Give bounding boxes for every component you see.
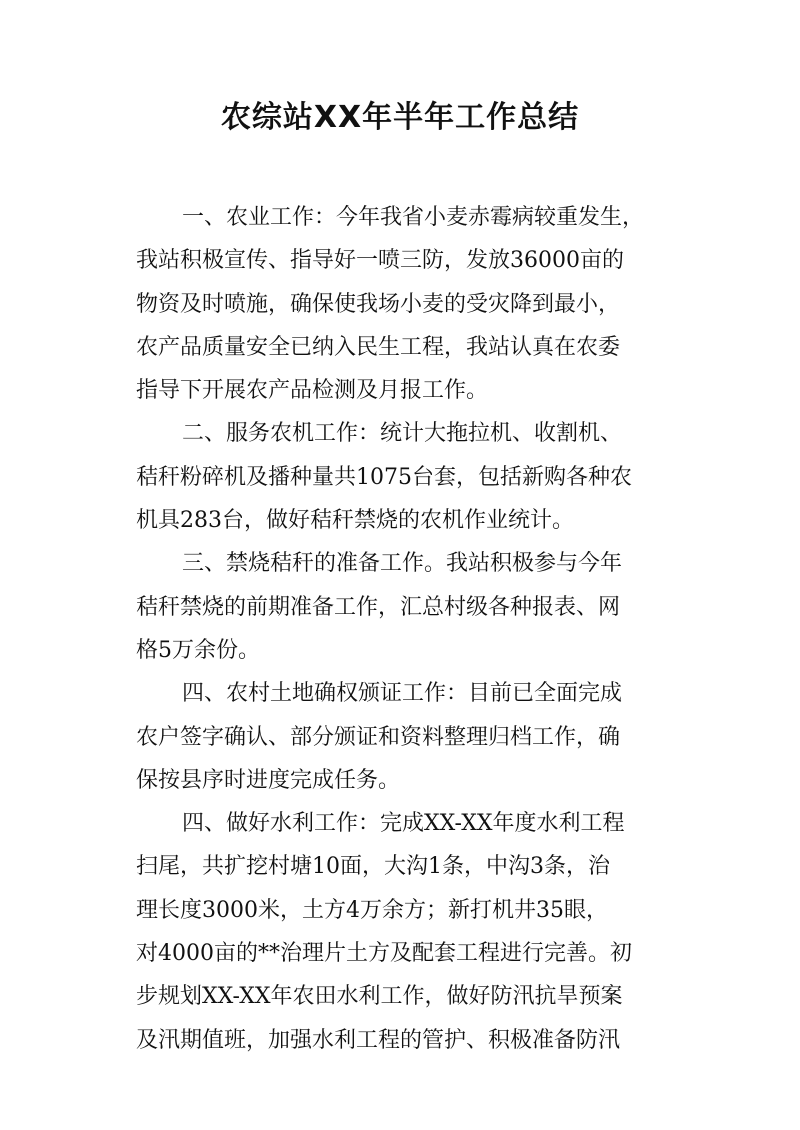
body-text-line: 对4000亩的**治理片土方及配套工程进行完善。初 xyxy=(136,941,632,967)
body-text-line: 秸秆禁烧的前期准备工作，汇总村级各种报表、网 xyxy=(136,594,621,620)
body-text-line: 理长度3000米，土方4万余方；新打机井35眼， xyxy=(136,897,608,923)
document-body xyxy=(136,196,666,1062)
body-text-line: 我站积极宣传、指导好一喷三防，发放36000亩的 xyxy=(136,248,624,274)
body-text-line: 二、服务农机工作：统计大拖拉机、收割机、 xyxy=(182,421,623,447)
body-text-line: 扫尾，共扩挖村塘10面，大沟1条，中沟3条，治 xyxy=(136,854,610,880)
body-text-line: 步规划XX-XX年农田水利工作，做好防汛抗旱预案 xyxy=(136,984,623,1010)
body-text-line: 保按县序时进度完成任务。 xyxy=(136,767,401,793)
body-text-line: 及汛期值班，加强水利工程的管护、积极准备防汛 xyxy=(136,1027,621,1053)
body-text-line: 秸秆粉碎机及播种量共1075台套，包括新购各种农 xyxy=(136,464,632,490)
body-text-line: 四、做好水利工作：完成XX-XX年度水利工程 xyxy=(182,811,625,837)
body-text-line: 指导下开展农产品检测及月报工作。 xyxy=(136,378,489,404)
body-text-line: 格5万余份。 xyxy=(136,637,260,663)
document-title: 农综站XX年半年工作总结 xyxy=(220,100,580,135)
body-text-line: 农户签字确认、部分颁证和资料整理归档工作，确 xyxy=(136,724,621,750)
body-text-line: 一、农业工作：今年我省小麦赤霉病较重发生， xyxy=(182,205,645,230)
body-text-line: 机具283台，做好秸秆禁烧的农机作业统计。 xyxy=(136,508,574,534)
body-text-line: 物资及时喷施，确保使我场小麦的受灾降到最小， xyxy=(136,291,621,317)
body-text-line: 农产品质量安全已纳入民生工程，我站认真在农委 xyxy=(136,334,621,360)
body-text-line: 四、农村土地确权颁证工作：目前已全面完成 xyxy=(182,681,623,707)
body-text-line: 三、禁烧秸秆的准备工作。我站积极参与今年 xyxy=(182,551,623,577)
